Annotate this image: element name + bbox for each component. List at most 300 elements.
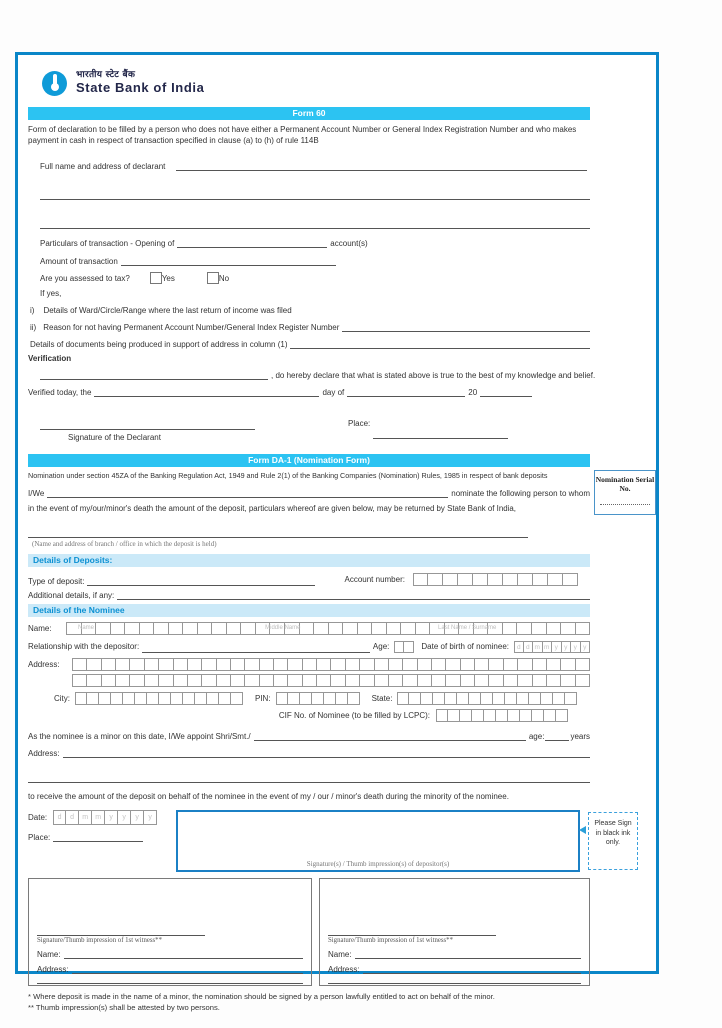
- char-cell[interactable]: [372, 622, 387, 635]
- month-line[interactable]: [347, 386, 465, 397]
- char-cell[interactable]: [472, 709, 484, 722]
- char-cell[interactable]: [556, 709, 568, 722]
- assessed-row: [28, 272, 590, 284]
- char-cell[interactable]: m: [543, 641, 553, 653]
- minor-years-label: years: [570, 731, 590, 741]
- amount-label: Amount of transaction: [40, 257, 118, 267]
- char-cell[interactable]: [174, 674, 188, 687]
- char-cell[interactable]: [130, 674, 144, 687]
- char-cell[interactable]: [231, 658, 245, 671]
- item-i-text: Details of Ward/Circle/Range where the last return of income was filed: [43, 305, 292, 315]
- footnotes: [28, 991, 590, 1013]
- char-cell[interactable]: [544, 709, 556, 722]
- dob-label: Date of birth of nominee:: [421, 642, 509, 652]
- char-cell[interactable]: [324, 692, 336, 705]
- char-cell[interactable]: y: [118, 810, 131, 825]
- char-cell[interactable]: y: [552, 641, 562, 653]
- state-cells[interactable]: [397, 692, 577, 705]
- particulars-line[interactable]: [177, 237, 327, 248]
- char-cell[interactable]: [446, 674, 460, 687]
- nominate-text: nominate the following person to whom: [451, 489, 590, 499]
- char-cell[interactable]: [532, 709, 544, 722]
- char-cell[interactable]: [260, 674, 274, 687]
- pin-label: PIN:: [255, 693, 271, 703]
- witness1-signature-line[interactable]: [37, 935, 205, 936]
- char-cell[interactable]: [288, 692, 300, 705]
- witness2-address-line-2[interactable]: [328, 983, 581, 984]
- char-cell[interactable]: [358, 622, 373, 635]
- char-cell[interactable]: [461, 658, 475, 671]
- full-name-label: Full name and address of declarant: [40, 162, 166, 172]
- place-row: [28, 831, 176, 842]
- char-cell[interactable]: [473, 573, 488, 586]
- char-cell[interactable]: [135, 692, 147, 705]
- char-cell[interactable]: [561, 674, 575, 687]
- char-cell[interactable]: [300, 692, 312, 705]
- witness-box-1[interactable]: [28, 878, 312, 986]
- char-cell[interactable]: [217, 674, 231, 687]
- nomination-serial-line[interactable]: [600, 503, 650, 505]
- char-cell[interactable]: [432, 658, 446, 671]
- char-cell[interactable]: m: [92, 810, 105, 825]
- char-cell[interactable]: [445, 622, 460, 635]
- char-cell[interactable]: [460, 709, 472, 722]
- char-cell[interactable]: [413, 573, 428, 586]
- place-line-bottom[interactable]: [53, 831, 143, 842]
- minor-text: As the nominee is a minor on this date, I/We appoint Shri/Smt./: [28, 731, 251, 741]
- char-cell[interactable]: [375, 658, 389, 671]
- minor-age-line[interactable]: [545, 730, 569, 741]
- char-cell[interactable]: [418, 658, 432, 671]
- guardian-address-line-1[interactable]: [63, 747, 590, 758]
- char-cell[interactable]: [504, 658, 518, 671]
- event-text: in the event of my/our/minor's death the amount of the deposit, particulars whereof are given below, may be returned by State Bank of India,: [28, 504, 516, 514]
- dob-cells[interactable]: [514, 641, 590, 653]
- char-cell[interactable]: [171, 692, 183, 705]
- char-cell[interactable]: [517, 692, 529, 705]
- sign-ink-note: [588, 812, 638, 870]
- char-cell[interactable]: [116, 674, 130, 687]
- witness1-caption: Signature/Thumb impression of 1st witness**: [37, 937, 162, 945]
- relationship-label: Relationship with the depositor:: [28, 642, 140, 652]
- char-cell[interactable]: [389, 658, 403, 671]
- nominee-name-row: [28, 622, 590, 635]
- char-cell[interactable]: [508, 709, 520, 722]
- char-cell[interactable]: [421, 692, 433, 705]
- city-cells[interactable]: [75, 692, 243, 705]
- char-cell[interactable]: [102, 658, 116, 671]
- item-ii-line[interactable]: [342, 321, 590, 332]
- full-name-line-1[interactable]: [176, 160, 587, 171]
- char-cell[interactable]: [548, 573, 563, 586]
- char-cell[interactable]: y: [105, 810, 118, 825]
- receive-text: to receive the amount of the deposit on behalf of the nominee in the event of my / our / minor's death during the minority of the nominee.: [28, 791, 509, 801]
- char-cell[interactable]: [331, 674, 345, 687]
- char-cell[interactable]: [329, 622, 344, 635]
- char-cell[interactable]: y: [131, 810, 144, 825]
- char-cell[interactable]: [541, 692, 553, 705]
- char-cell[interactable]: [360, 674, 374, 687]
- documents-line[interactable]: [290, 338, 590, 349]
- char-cell[interactable]: [183, 692, 195, 705]
- iwe-row: [28, 487, 590, 498]
- char-cell[interactable]: [159, 692, 171, 705]
- declarant-signature-caption: Signature of the Declarant: [68, 433, 161, 443]
- minor-row: [28, 730, 590, 741]
- amount-line[interactable]: [121, 255, 336, 266]
- char-cell[interactable]: d: [53, 810, 66, 825]
- char-cell[interactable]: [563, 573, 578, 586]
- char-cell[interactable]: [288, 658, 302, 671]
- char-cell[interactable]: y: [144, 810, 157, 825]
- char-cell[interactable]: [346, 658, 360, 671]
- char-cell[interactable]: [123, 692, 135, 705]
- char-cell[interactable]: [433, 692, 445, 705]
- char-cell[interactable]: [547, 658, 561, 671]
- documents-row: [28, 338, 590, 349]
- char-cell[interactable]: [159, 674, 173, 687]
- char-cell[interactable]: [474, 622, 489, 635]
- date-row: [28, 810, 176, 825]
- char-cell[interactable]: [102, 674, 116, 687]
- char-cell[interactable]: [375, 674, 389, 687]
- char-cell[interactable]: [317, 658, 331, 671]
- char-cell[interactable]: [547, 622, 562, 635]
- char-cell[interactable]: [401, 622, 416, 635]
- char-cell[interactable]: [496, 709, 508, 722]
- assessed-label: Are you assessed to tax?: [40, 273, 130, 283]
- additional-details-row: [28, 589, 590, 600]
- assessed-yes-checkbox[interactable]: [150, 272, 162, 284]
- nominee-address-cells-1[interactable]: [72, 658, 590, 671]
- char-cell[interactable]: [198, 622, 213, 635]
- char-cell[interactable]: [217, 658, 231, 671]
- char-cell[interactable]: [533, 573, 548, 586]
- footnote-2: ** Thumb impression(s) shall be attested by two persons.: [28, 1003, 220, 1013]
- char-cell[interactable]: [343, 622, 358, 635]
- additional-details-line[interactable]: [117, 589, 590, 600]
- char-cell[interactable]: [518, 674, 532, 687]
- char-cell[interactable]: [416, 622, 431, 635]
- deposits-section-header: Details of Deposits:: [28, 554, 590, 567]
- char-cell[interactable]: [553, 692, 565, 705]
- char-cell[interactable]: d: [514, 641, 524, 653]
- date-place-block: [28, 810, 176, 842]
- char-cell[interactable]: [387, 622, 402, 635]
- witness1-address-line-2[interactable]: [37, 983, 303, 984]
- char-cell[interactable]: [145, 674, 159, 687]
- char-cell[interactable]: [561, 622, 576, 635]
- form60-title-bar: Form 60: [28, 107, 590, 120]
- char-cell[interactable]: [518, 573, 533, 586]
- nominee-name-cells[interactable]: [66, 622, 590, 635]
- form60-intro: Form of declaration to be filled by a person who does not have either a Permanent Account Number or General Index Registration Number and who makes payment in cash in respect of transaction specified in clause (a) to (h) of rule 114B: [28, 125, 577, 145]
- char-cell[interactable]: [448, 709, 460, 722]
- char-cell[interactable]: [274, 674, 288, 687]
- char-cell[interactable]: [360, 658, 374, 671]
- declarant-signature-line[interactable]: [40, 419, 255, 430]
- form-da1-section: [28, 454, 655, 548]
- char-cell[interactable]: [533, 674, 547, 687]
- char-cell[interactable]: [207, 692, 219, 705]
- char-cell[interactable]: [331, 658, 345, 671]
- char-cell[interactable]: [169, 622, 184, 635]
- particulars-suffix: account(s): [330, 239, 368, 249]
- nominee-address-cells-2[interactable]: [72, 674, 590, 687]
- char-cell[interactable]: [274, 658, 288, 671]
- char-cell[interactable]: [125, 622, 140, 635]
- char-cell[interactable]: d: [524, 641, 534, 653]
- char-cell[interactable]: [503, 573, 518, 586]
- additional-details-label: Additional details, if any:: [28, 590, 115, 600]
- verified-label: Verified today, the: [28, 388, 92, 398]
- char-cell[interactable]: [147, 692, 159, 705]
- sign-ink-note-box: Please Sign in black ink only.: [588, 812, 638, 870]
- char-cell[interactable]: [457, 692, 469, 705]
- char-cell[interactable]: [130, 658, 144, 671]
- verified-row: [28, 386, 590, 397]
- guardian-name-line[interactable]: [254, 730, 526, 741]
- char-cell[interactable]: [270, 622, 285, 635]
- verified-date-line[interactable]: [94, 386, 319, 397]
- char-cell[interactable]: [202, 658, 216, 671]
- char-cell[interactable]: [517, 622, 532, 635]
- nominee-address-label: Address:: [28, 659, 60, 669]
- char-cell[interactable]: [475, 658, 489, 671]
- char-cell[interactable]: [231, 674, 245, 687]
- char-cell[interactable]: [159, 658, 173, 671]
- assessed-no-checkbox[interactable]: [207, 272, 219, 284]
- char-cell[interactable]: [145, 658, 159, 671]
- char-cell[interactable]: [188, 674, 202, 687]
- assessed-no-label: No: [218, 273, 230, 283]
- deposit-type-line[interactable]: [87, 575, 315, 586]
- char-cell[interactable]: [241, 622, 256, 635]
- char-cell[interactable]: [503, 622, 518, 635]
- char-cell[interactable]: [409, 692, 421, 705]
- char-cell[interactable]: [260, 658, 274, 671]
- char-cell[interactable]: [404, 641, 414, 653]
- relationship-row: [28, 641, 590, 653]
- item-ii-marker: ii): [30, 322, 37, 332]
- char-cell[interactable]: [547, 674, 561, 687]
- char-cell[interactable]: [111, 692, 123, 705]
- char-cell[interactable]: [481, 692, 493, 705]
- account-number-cells[interactable]: [413, 573, 578, 586]
- char-cell[interactable]: [518, 658, 532, 671]
- char-cell[interactable]: [303, 658, 317, 671]
- char-cell[interactable]: [397, 692, 409, 705]
- char-cell[interactable]: [276, 692, 288, 705]
- char-cell[interactable]: [428, 573, 443, 586]
- form-page-frame: [15, 52, 659, 1013]
- branch-caption: (Name and address of branch / office in which the deposit is held): [32, 539, 217, 548]
- place-line[interactable]: [373, 428, 508, 439]
- witness2-name-line[interactable]: [355, 948, 581, 959]
- char-cell[interactable]: [154, 622, 169, 635]
- char-cell[interactable]: [418, 674, 432, 687]
- depositor-signature-caption: Signature(s) / Thumb impression(s) of depositor(s): [306, 860, 450, 869]
- char-cell[interactable]: [529, 692, 541, 705]
- particulars-label: Particulars of transaction - Opening of: [40, 239, 175, 249]
- witness2-signature-line[interactable]: [328, 935, 496, 936]
- char-cell[interactable]: [430, 622, 445, 635]
- witness2-caption: Signature/Thumb impression of 1st witness**: [328, 937, 453, 945]
- char-cell[interactable]: [346, 674, 360, 687]
- if-yes-label: If yes,: [40, 289, 62, 299]
- char-cell[interactable]: [458, 573, 473, 586]
- char-cell[interactable]: [227, 622, 242, 635]
- witness2-address-line-1[interactable]: [363, 963, 581, 974]
- declarant-name-line[interactable]: [40, 369, 268, 380]
- year-line[interactable]: [480, 386, 532, 397]
- char-cell[interactable]: [202, 674, 216, 687]
- char-cell[interactable]: [87, 692, 99, 705]
- witness1-address-label: Address:: [37, 965, 69, 975]
- nominee-age-cells[interactable]: [394, 641, 414, 653]
- char-cell[interactable]: [403, 674, 417, 687]
- char-cell[interactable]: [300, 622, 315, 635]
- char-cell[interactable]: [520, 709, 532, 722]
- da1-intro: Nomination under section 45ZA of the Banking Regulation Act, 1949 and Rule 2(1) of the Banking Companies (Nomination) Rules, 1985 in respect of bank deposits: [28, 470, 548, 480]
- pin-cells[interactable]: [276, 692, 360, 705]
- date-label: Date:: [28, 813, 48, 823]
- char-cell[interactable]: [389, 674, 403, 687]
- char-cell[interactable]: [576, 674, 590, 687]
- char-cell[interactable]: [484, 709, 496, 722]
- char-cell[interactable]: [195, 692, 207, 705]
- witness1-name-row: [37, 948, 303, 959]
- char-cell[interactable]: [469, 692, 481, 705]
- nomination-serial-label: Nomination Serial No.: [595, 474, 655, 494]
- char-cell[interactable]: [488, 573, 503, 586]
- char-cell[interactable]: [459, 622, 474, 635]
- char-cell[interactable]: [533, 658, 547, 671]
- date-cells[interactable]: [53, 810, 157, 825]
- full-name-line-3[interactable]: [40, 218, 590, 229]
- char-cell[interactable]: [140, 622, 155, 635]
- char-cell[interactable]: [96, 622, 111, 635]
- form-da1-title-bar: Form DA-1 (Nomination Form): [28, 454, 590, 467]
- char-cell[interactable]: [99, 692, 111, 705]
- witness1-address-line-1[interactable]: [72, 963, 303, 974]
- char-cell[interactable]: d: [66, 810, 79, 825]
- char-cell[interactable]: [72, 658, 87, 671]
- char-cell[interactable]: [489, 674, 503, 687]
- char-cell[interactable]: [245, 674, 259, 687]
- char-cell[interactable]: y: [571, 641, 581, 653]
- char-cell[interactable]: [445, 692, 457, 705]
- char-cell[interactable]: [312, 692, 324, 705]
- char-cell[interactable]: [348, 692, 360, 705]
- char-cell[interactable]: m: [533, 641, 543, 653]
- char-cell[interactable]: [87, 674, 101, 687]
- name-placeholder-middle: Middle Name: [265, 624, 301, 631]
- char-cell[interactable]: [461, 674, 475, 687]
- city-pin-state-row: [28, 692, 590, 705]
- char-cell[interactable]: [504, 674, 518, 687]
- bank-names: [76, 71, 204, 95]
- char-cell[interactable]: [317, 674, 331, 687]
- char-cell[interactable]: [174, 658, 188, 671]
- char-cell[interactable]: [75, 692, 87, 705]
- char-cell[interactable]: [288, 674, 302, 687]
- char-cell[interactable]: [488, 622, 503, 635]
- char-cell[interactable]: [245, 658, 259, 671]
- witness2-address-row: [328, 963, 581, 974]
- iwe-label: I/We: [28, 489, 45, 499]
- char-cell[interactable]: [475, 674, 489, 687]
- witness-box-2[interactable]: [319, 878, 590, 986]
- char-cell[interactable]: [72, 674, 87, 687]
- char-cell[interactable]: [565, 692, 577, 705]
- char-cell[interactable]: y: [562, 641, 572, 653]
- char-cell[interactable]: [576, 658, 590, 671]
- char-cell[interactable]: [505, 692, 517, 705]
- full-name-line-2[interactable]: [40, 189, 590, 200]
- witness1-name-label: Name:: [37, 950, 61, 960]
- char-cell[interactable]: [82, 622, 97, 635]
- guardian-address-line-2[interactable]: [28, 772, 590, 783]
- char-cell[interactable]: [183, 622, 198, 635]
- declaration-row: [28, 369, 596, 381]
- char-cell[interactable]: [403, 658, 417, 671]
- char-cell[interactable]: [87, 658, 101, 671]
- char-cell[interactable]: m: [79, 810, 92, 825]
- deposit-type-label: Type of deposit:: [28, 576, 85, 586]
- char-cell[interactable]: [219, 692, 231, 705]
- char-cell[interactable]: [336, 692, 348, 705]
- char-cell[interactable]: [436, 709, 448, 722]
- place-label: Place:: [348, 419, 371, 429]
- char-cell[interactable]: [561, 658, 575, 671]
- nomination-serial-box[interactable]: [594, 470, 656, 515]
- char-cell[interactable]: [66, 622, 82, 635]
- char-cell[interactable]: [212, 622, 227, 635]
- witness1-address-row: [37, 963, 303, 974]
- char-cell[interactable]: [576, 622, 591, 635]
- relationship-line[interactable]: [142, 642, 370, 653]
- char-cell[interactable]: [432, 674, 446, 687]
- char-cell[interactable]: [231, 692, 243, 705]
- char-cell[interactable]: [443, 573, 458, 586]
- iwe-name-line[interactable]: [47, 487, 448, 498]
- char-cell[interactable]: [446, 658, 460, 671]
- cif-row: [28, 709, 590, 722]
- char-cell[interactable]: y: [581, 641, 591, 653]
- branch-line[interactable]: [28, 527, 528, 538]
- witness1-name-line[interactable]: [64, 948, 303, 959]
- char-cell[interactable]: [285, 622, 300, 635]
- char-cell[interactable]: [111, 622, 126, 635]
- char-cell[interactable]: [394, 641, 404, 653]
- char-cell[interactable]: [532, 622, 547, 635]
- depositor-signature-box[interactable]: [176, 810, 580, 872]
- char-cell[interactable]: [303, 674, 317, 687]
- amount-row: [28, 255, 590, 266]
- char-cell[interactable]: [493, 692, 505, 705]
- char-cell[interactable]: [188, 658, 202, 671]
- day-of-label: day of: [322, 388, 345, 398]
- bank-name-english: State Bank of India: [76, 79, 205, 95]
- nominee-address-row-2: [28, 674, 590, 687]
- cif-label: CIF No. of Nominee (to be filled by LCPC):: [278, 710, 430, 720]
- char-cell[interactable]: [489, 658, 503, 671]
- char-cell[interactable]: [256, 622, 271, 635]
- char-cell[interactable]: [314, 622, 329, 635]
- cif-cells[interactable]: [436, 709, 568, 722]
- char-cell[interactable]: [116, 658, 130, 671]
